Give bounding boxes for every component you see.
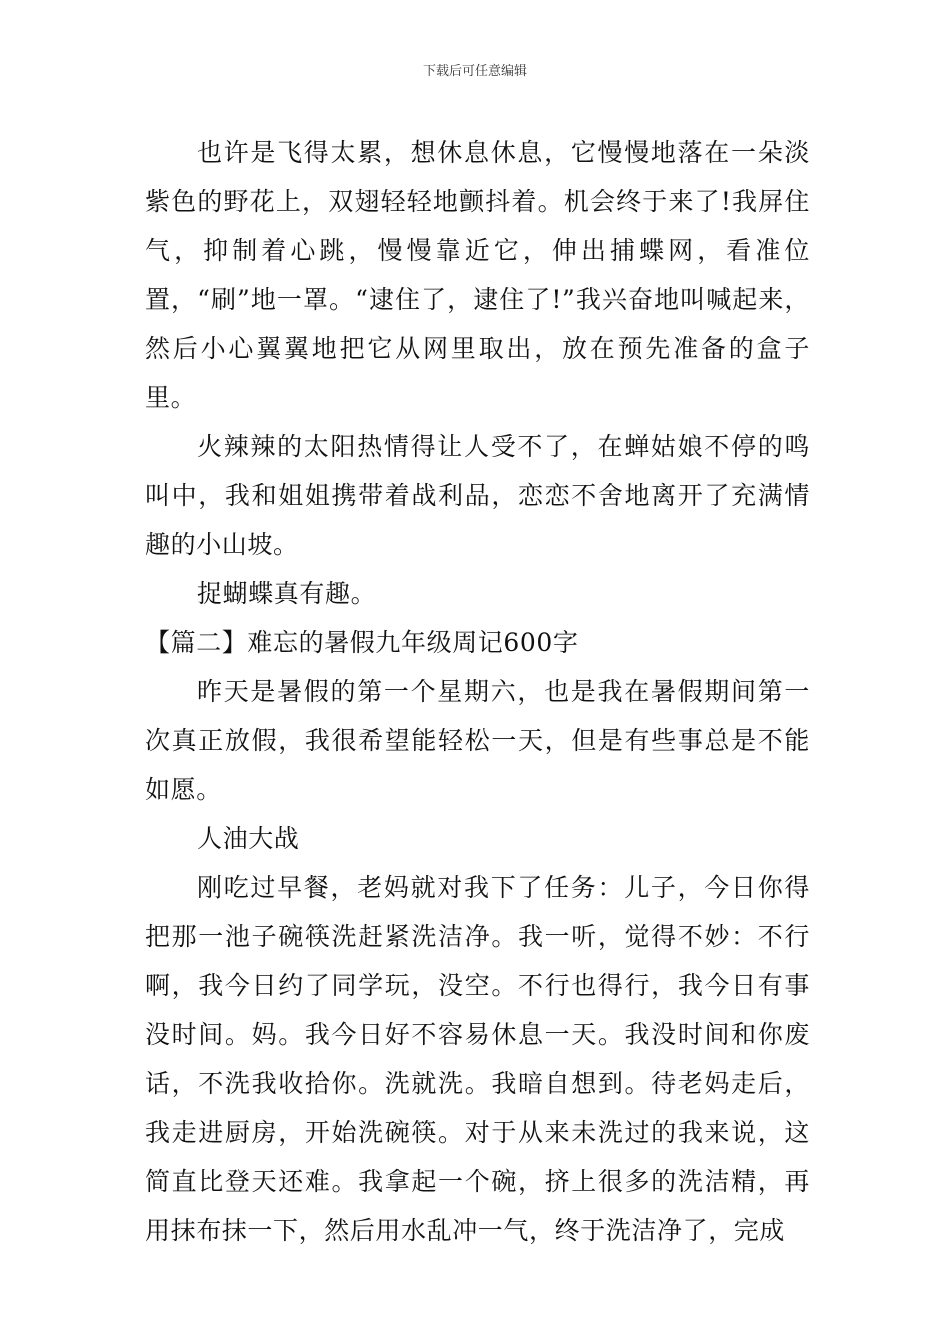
paragraph-butterfly-catch: 也许是飞得太累，想休息休息，它慢慢地落在一朵淡紫色的野花上，双翅轻轻地颤抖着。机会终于来了!我屏住气，抑制着心跳，慢慢靠近它，伸出捕蝶网，看准位置，“刷”地一罩。“逮住了，逮住了!”我兴奋地叫喊起来，然后小心翼翼地把它从网里取出，放在预先准备的盒子里。 [145, 138, 810, 412]
paragraph-leaving-hill: 火辣辣的太阳热情得让人受不了，在蝉姑娘不停的鸣叫中，我和姐姐携带着战利品，恋恋不舍地离开了充满情趣的小山坡。 [145, 432, 810, 559]
page-header: 下载后可任意编辑 [422, 64, 527, 79]
subheading-battle: 人油大战 [197, 824, 300, 853]
paragraph-saturday: 昨天是暑假的第一个星期六，也是我在暑假期间第一次真正放假，我很希望能轻松一天，但是有些事总是不能如愿。 [145, 677, 810, 804]
section-heading: 【篇二】难忘的暑假九年级周记600字 [145, 628, 579, 657]
document-body [145, 128, 810, 1255]
paragraph-conclusion: 捉蝴蝶真有趣。 [197, 579, 377, 608]
paragraph-dishes: 刚吃过早餐，老妈就对我下了任务：儿子，今日你得把那一池子碗筷洗赶紧洗洁净。我一听，觉得不妙：不行啊，我今日约了同学玩，没空。不行也得行，我今日有事没时间。妈。我今日好不容易休息一天。我没时间和你废话，不洗我收拾你。洗就洗。我暗自想到。待老妈走后，我走进厨房，开始洗碗筷。对于从来未洗过的我来说，这简直比登天还难。我拿起一个碗，挤上很多的洗洁精，再用抹布抹一下，然后用水乱冲一气，终于洗洁净了，完成 [145, 873, 810, 1245]
